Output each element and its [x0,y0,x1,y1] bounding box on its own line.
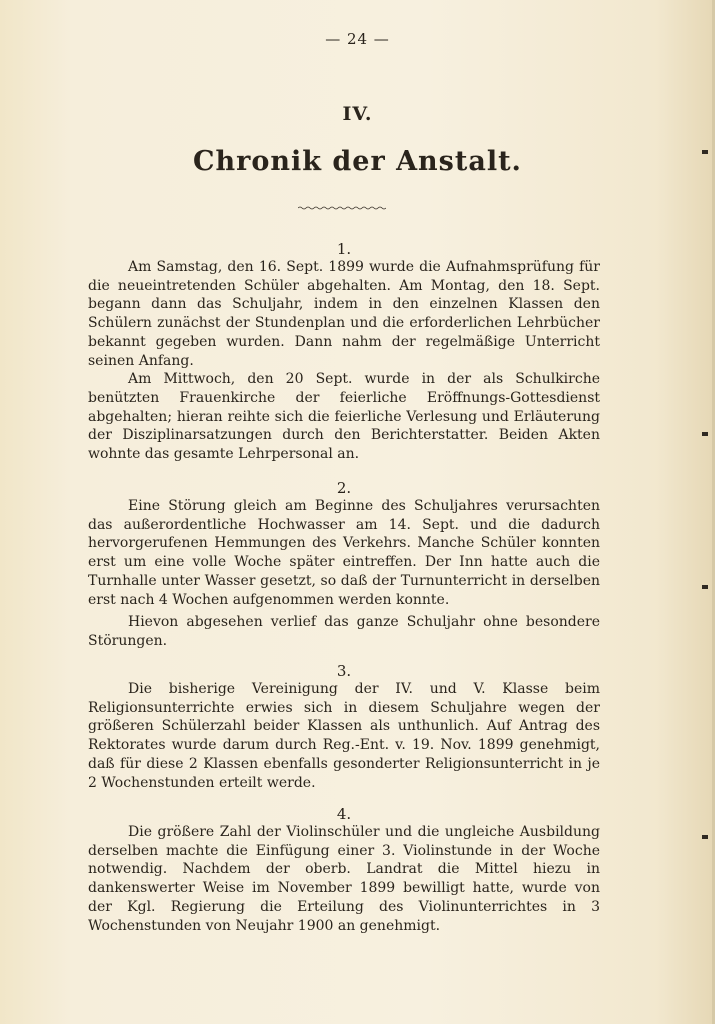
section-number: 2. [336,479,352,497]
section-number: 3. [336,662,352,680]
margin-mark [702,585,708,589]
paragraph: Die größere Zahl der Violinschüler und die ungleiche Ausbildung derselben machte die Einfügung einer 3. Violinstunde in der Woche notwendig. Nachdem der oberb. Landrat die Mittel hiezu in dankenswerter Weise im November 1899 bewilligt hatte, wurde von der Kgl. Regierung die Erteilung des Violinunterrichtes in 3 Wochenstunden von Neujahr 1900 an genehmigt. [88,824,600,934]
paragraph: Hievon abgesehen verlief das ganze Schuljahr ohne besondere Störungen. [88,614,600,649]
section-1 [88,240,600,464]
section-4 [88,805,600,935]
margin-mark [702,432,708,436]
margin-mark [702,150,708,154]
section-2 [88,479,600,651]
paragraph: Am Samstag, den 16. Sept. 1899 wurde die Aufnahmsprüfung für die neueintretenden Schüler abgehalten. Am Montag, den 18. Sept. begann dann das Schuljahr, indem in den einzelnen Klassen den Schülern zunächst der Stundenplan und die erforderlichen Lehrbücher bekannt gegeben wurden. Dann nahm der regelmäßige Unterricht seinen Anfang. [88,259,600,369]
chapter-numeral: IV. [342,103,373,125]
paragraph: Am Mittwoch, den 20 Sept. wurde in der als Schulkirche benützten Frauenkirche der feierliche Eröffnungs-Gottesdienst abgehalten; hieran reihte sich die feierliche Verlesung und Erläuterung der Disziplinarsatzungen durch den Berichterstatter. Beiden Akten wohnte das gesamte Lehrpersonal an. [88,371,600,463]
section-number: 4. [336,805,352,823]
chapter-title: Chronik der Anstalt. [193,146,522,177]
page-number: — 24 — [325,30,390,48]
margin-mark [702,835,708,839]
paragraph: Die bisherige Vereinigung der IV. und V. Klasse beim Religionsunterrichte erwies sich in diesem Schuljahre wegen der größeren Schülerzahl beider Klassen als unthunlich. Auf Antrag des Rektorates wurde darum durch Reg.-Ent. v. 19. Nov. 1899 genehmigt, daß für diese 2 Klassen ebenfalls gesonderter Religionsunterricht in je 2 Wochenstunden erteilt werde. [88,681,600,791]
paragraph: Eine Störung gleich am Beginne des Schuljahres verursachten das außerordentliche Hochwasser am 14. Sept. und die dadurch hervorgerufenen Hemmungen des Verkehrs. Manche Schüler konnten erst um eine volle Woche später eintreffen. Der Inn hatte auch die Turnhalle unter Wasser gesetzt, so daß der Turnunterricht in derselben erst nach 4 Wochen aufgenommen werden konnte. [88,498,600,608]
decorative-wavy-rule [298,206,386,210]
section-3 [88,662,600,792]
section-number: 1. [336,240,352,258]
